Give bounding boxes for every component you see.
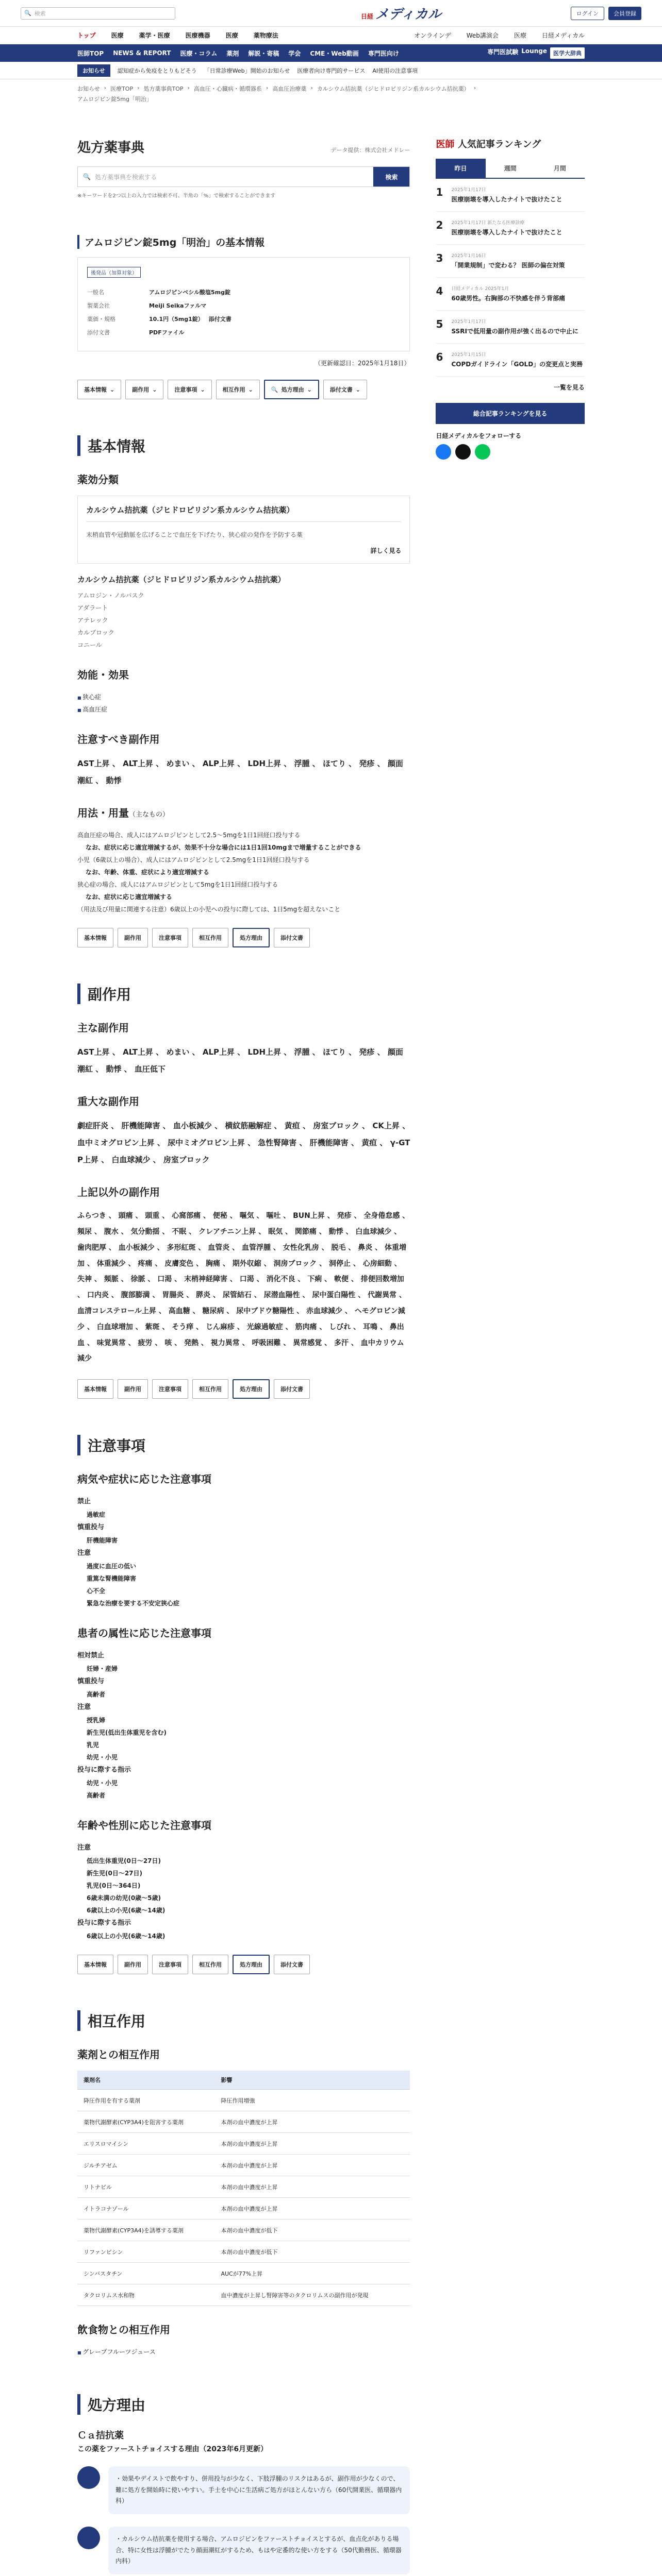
subheading: 患者の属性に応じた注意事項 bbox=[77, 1627, 211, 1640]
breadcrumb-current: アムロジピン錠5mg「明治」 bbox=[77, 96, 152, 103]
basic-info-section bbox=[77, 435, 410, 947]
generic-badge: 後発品（加算対象） bbox=[87, 267, 141, 278]
tab-side-effects[interactable]: 副作用 ⌄ bbox=[125, 380, 163, 399]
doctor-avatar-icon bbox=[77, 2466, 100, 2489]
tab-caution[interactable]: 注意事項 bbox=[152, 1955, 188, 1974]
tab-basic[interactable]: 基本情報 ⌄ bbox=[77, 380, 121, 399]
logo-medical: メディカル bbox=[375, 7, 441, 22]
breadcrumb-item[interactable]: 処方薬事典TOP bbox=[143, 86, 184, 92]
chevron-down-icon: ⌄ bbox=[355, 386, 361, 393]
nav2-tag[interactable]: 医学大辞典 bbox=[550, 47, 585, 59]
tab-reason[interactable]: 処方理由 bbox=[233, 928, 270, 947]
table-row: シンバスタチン AUCが77%上昇 bbox=[77, 2263, 410, 2284]
search-icon: 🔍 bbox=[24, 10, 31, 16]
drug-info-box: 後発品（加算対象） 一般名 アムロジピンベシル酸塩5mg錠 製薬会社 Meiji Seikaファルマ 薬価・規格 10.1円（5mg1錠） 添付文書 添付文書 PDFファイル bbox=[77, 257, 410, 351]
nav2-right-item[interactable]: 専門医試験 bbox=[487, 48, 519, 56]
ranking-tab[interactable]: 週間 bbox=[504, 165, 517, 172]
header-search-placeholder: 検索 bbox=[34, 10, 46, 17]
breadcrumb-item[interactable]: 高血圧・心臓病・循環器系 bbox=[193, 86, 262, 92]
reason-item: ・効果やデイストで飲やすり、併用投与が少なく、下肢浮腫のリスクはあるが、副作用が少なくので、難に処方を開始時に使いやすい。手士を中心に生活病ご処方がほとんない方ら（60代開業医、循環器内科） bbox=[77, 2466, 410, 2514]
pdf-link[interactable]: PDFファイル bbox=[149, 329, 185, 336]
ranking-tabs bbox=[436, 159, 585, 179]
ranking-item[interactable]: 6 2025年1月15日 COPDガイドライン「GOLD」の変更点と実務 bbox=[436, 344, 585, 377]
breadcrumb-item[interactable]: お知らせ bbox=[77, 86, 100, 92]
patient-caution-list: 相対禁止 妊婦・産婦 慎重投与 高齢者 注意 授乳婦 新生児(低出生体重児を含む) 乳児 幼児・小児 投与に際する指示 幼児・小児 高齢者 bbox=[77, 1652, 167, 1800]
subheading: 重大な副作用 bbox=[77, 1095, 139, 1108]
nav1-item[interactable]: 医療 bbox=[111, 32, 124, 39]
subheading: 効能・効果 bbox=[77, 669, 129, 682]
main-side-effects: AST上昇 、 ALT上昇 、 めまい 、 ALP上昇 、 LDH上昇 、 浮腫 、 ほてり 、 発疹 、 顔面潮紅 、 動悸 、 血圧低下 bbox=[77, 1047, 403, 1074]
chevron-down-icon: ⌄ bbox=[248, 386, 253, 393]
nav2-item[interactable]: 医療・コラム bbox=[180, 49, 218, 57]
tab-caution[interactable]: 注意事項 ⌄ bbox=[168, 380, 211, 399]
section-heading: 相互作用 bbox=[77, 2010, 410, 2031]
nav1-item[interactable]: トップ bbox=[77, 32, 96, 39]
news-item[interactable]: 医療者向け専門的サービス bbox=[297, 67, 366, 74]
tab-interaction[interactable]: 相互作用 bbox=[192, 1379, 228, 1399]
chevron-down-icon: ⌄ bbox=[200, 386, 205, 393]
tab-basic[interactable]: 基本情報 bbox=[77, 1955, 113, 1974]
package-insert-link[interactable]: 添付文書 bbox=[208, 316, 231, 323]
page-title: 処方薬事典 データ提供：株式会社メドレー bbox=[77, 140, 410, 156]
chevron-down-icon: ⌄ bbox=[152, 386, 157, 393]
nav1-item[interactable]: 医療機器 bbox=[185, 32, 210, 39]
section-tabs bbox=[77, 380, 410, 399]
caution-section bbox=[77, 1435, 410, 1974]
nav1-right-item[interactable]: 日経メディカル bbox=[541, 32, 585, 39]
ranking-item[interactable]: 5 2025年1月17日 SSRIで低用量の副作用が強く出るので中止に bbox=[436, 311, 585, 344]
news-label: お知らせ bbox=[77, 64, 110, 77]
subheading: 薬効分類 bbox=[77, 473, 119, 486]
reason-subheading-2: この薬をファーストチョイスする理由（2023年6月更新） bbox=[77, 2445, 268, 2454]
subheading: 主な副作用 bbox=[77, 1022, 129, 1035]
ranking-item[interactable]: 1 2025年1月17日 医療崩壊を導入したナイトで抜けたこと bbox=[436, 179, 585, 212]
line-icon[interactable] bbox=[475, 444, 490, 460]
tab-package-insert[interactable]: 添付文書 bbox=[274, 1379, 310, 1399]
data-provider: データ提供：株式会社メドレー bbox=[330, 147, 410, 154]
tab-package-insert[interactable]: 添付文書 bbox=[274, 928, 310, 947]
nav1-right-item[interactable]: 医療 bbox=[514, 32, 526, 39]
table-row: イトラコナゾール 本剤の血中濃度が上昇 bbox=[77, 2198, 410, 2219]
disease-caution-list: 禁止 過敏症 慎重投与 肝機能障害 注意 過度に血圧の低い 重篤な腎機能障害 心不全 緊急な治療を要する不安定狭心症 bbox=[77, 1498, 180, 1607]
nav2-item[interactable]: CME・Web動画 bbox=[310, 49, 359, 57]
ranking-item[interactable]: 3 2025年1月16日 「開業規制」で変わる？ 医師の偏在対策 bbox=[436, 245, 585, 278]
nav2-item[interactable]: 専門医向け bbox=[368, 49, 399, 57]
drug-class-box: カルシウム拮抗薬（ジヒドロピリジン系カルシウム拮抗薬） 末梢血管や冠動脈を広げることで血圧を下げたり、狭心症の発作を予防する薬 詳しく見る bbox=[77, 496, 410, 564]
section-heading: 処方理由 bbox=[77, 2394, 410, 2415]
table-row: 降圧作用を有する薬剤 降圧作用増強 bbox=[77, 2090, 410, 2111]
breadcrumb-item[interactable]: 高血圧治療薬 bbox=[272, 86, 307, 92]
tab-basic[interactable]: 基本情報 bbox=[77, 928, 113, 947]
subheading: 注意すべき副作用 bbox=[77, 733, 160, 746]
interaction-table: 薬剤名 影響 降圧作用を有する薬剤 降圧作用増強 薬物代謝酵素(CYP3A4)を阻害する薬剤 本剤の血中濃度が上昇 エリスロマイシン 本剤の血中濃度が上昇 ジルチアゼム 本剤の血中濃度が上昇 リトナビル 本剤の血中濃度が上昇 イトラコナゾール 本剤の血中濃度が上昇 薬物代謝酵素(CYP3A4)を誘導する薬剤 本剤の血中濃度が低下 リファンピシン 本剤の血中濃度が低下 シンバスタチン AUCが77%上昇 タクロリムス水和物 血中濃度が上昇し腎障害等のタクロリムスの副作用が発現 bbox=[77, 2071, 410, 2306]
effects-list: ■ 狭心症 ■ 高血圧症 bbox=[77, 691, 410, 716]
tab-reason[interactable]: 🔍 処方理由 ⌄ bbox=[264, 380, 319, 399]
nav2-item[interactable]: 薬剤 bbox=[226, 49, 239, 57]
table-row: リファンピシン 本剤の血中濃度が低下 bbox=[77, 2241, 410, 2263]
tab-caution[interactable]: 注意事項 bbox=[152, 928, 188, 947]
nav2-right-item[interactable]: Lounge bbox=[521, 47, 547, 55]
chevron-down-icon: ⌄ bbox=[307, 386, 312, 393]
breadcrumb-item[interactable]: 医療TOP bbox=[110, 86, 134, 92]
other-side-effects: ふらつき 、 頭痛 、 頭重 、 心窩部痛 、 便秘 、 嘔気 、 嘔吐 、 BUN上昇 、 発疹 、 全身倦怠感 、 頻尿 、 腹水 、 気分動揺 、 不眠 、 クレアチニン上昇 、 眠気 、 関節痛 、 動悸 、 白血球減少 、 歯肉肥厚 、 血小板減少 、 多形紅斑 、 血管炎 、 血管浮腫 、 女性化乳房 、 脱毛 、 鼻炎 、 体重増加 、 体重減少 、 疼痛 、 皮膚変色 、 胸痛 、 期外収縮 、 洞房ブロック 、 洞停止 、 心房細動 、 失神 、 頻脈 、 徐脈 、 口渇 、 末梢神経障害 、 口渇 、 消化不良 、 下痢 、 軟便 、 排便回数増加 、 口内炎 、 腹部膨満 、 胃腸炎 、 膵炎 、 尿管結石 、 尿潜血陽性 、 尿中蛋白陽性 、 代謝異常 、 血清コレステロール上昇 、 高血糖 、 糖尿病 、 尿中ブドウ糖陽性 、 赤血球減少 、 ヘモグロビン減少 、 白血球増加 、 紫斑 、 そう痒 、 じん麻疹 、 光線過敏症 、 筋肉痛 、 しびれ 、 耳鳴 、 鼻出血 、 味覚異常 、 疲労 、 咳 、 発熱 、 視力異常 、 呼吸困難 、 異常感覚 、 多汗 、 血中カリウム減少 bbox=[77, 1212, 410, 1363]
chevron-down-icon: ⌄ bbox=[110, 386, 115, 393]
news-item[interactable]: 「日常診療Web」開始のお知らせ bbox=[204, 67, 290, 74]
search-icon: 🔍 bbox=[271, 386, 278, 393]
nav2-item[interactable]: 医師TOP bbox=[77, 49, 104, 57]
ranking-item[interactable]: 2 2025年1月17日 新たなる医療診療 医療崩壊を導入したナイトで抜けたこと bbox=[436, 212, 585, 245]
subheading: 飲食物との相互作用 bbox=[77, 2324, 170, 2336]
nav1-right-item[interactable]: Web講演会 bbox=[466, 32, 499, 39]
see-all-link[interactable]: 一覧を見る bbox=[553, 384, 585, 391]
drug-search-input[interactable]: 🔍 処方薬事典を検索する bbox=[83, 173, 157, 181]
drug-search-box bbox=[77, 166, 410, 187]
ranking-title: 医師 人気記事ランキング bbox=[436, 139, 541, 150]
subheading: 年齢や性別に応じた注意事項 bbox=[77, 1819, 211, 1832]
similar-drug[interactable]: コニール bbox=[77, 641, 102, 649]
news-bar bbox=[0, 62, 662, 79]
sidebar bbox=[436, 113, 585, 2576]
reason-section bbox=[77, 2394, 410, 2576]
subheading: 病気や症状に応じた注意事項 bbox=[77, 1473, 211, 1486]
table-row: タクロリムス水和物 血中濃度が上昇し腎障害等のタクロリムスの副作用が発現 bbox=[77, 2284, 410, 2306]
reason-subheading: Ｃａ拮抗薬 bbox=[77, 2430, 124, 2442]
nav1-item[interactable]: 医療 bbox=[225, 32, 238, 39]
top-bar bbox=[0, 0, 662, 27]
update-date: （更新確認日：2025年1月18日） bbox=[315, 360, 410, 367]
reason-item: ・カルシウム拮抗薬を使用する場合、アムロジピンをファーストチョイスとするが、血点化がありる場合、特に女性は浮腫がでたり顔面潮紅がするため、もはや定番的な使い方をする（50代勤務医、循環器内科） bbox=[77, 2527, 410, 2574]
news-item[interactable]: 認知症から免疫をとりもどそう bbox=[117, 67, 197, 74]
main-column bbox=[77, 113, 410, 2576]
doctor-avatar-icon bbox=[77, 2527, 100, 2549]
age-caution-list: 注意 低出生体重児(0日〜27日) 新生児(0日〜27日) 乳児(0日〜364日) 6歳未満の幼児(0歳〜5歳) 6歳以上の小児(6歳〜14歳) 投与に際する指示 6歳以上の小児(6歳〜14歳) bbox=[77, 1844, 166, 1940]
usage-list: 高血圧症の場合、成人にはアムロジピンとして2.5〜5mgを1日1回経口投与する なお、症状に応じ適宜増減するが、効果不十分な場合には1日1回10mgまで増量することができる 小児（6歳以上の場合）、成人にはアムロジピンとして2.5mgを1日1回経口投与する なお、年齢、体重、症状により適宜増減する 狭心症の場合、成人にはアムロジピンとして5mgを1日1回経口投与する なお、症状に応じ適宜増減する （用法及び用量に関連する注意）6歳以上の小児への投与に際しては、1日5mgを超えないこと bbox=[77, 832, 361, 913]
tab-basic[interactable]: 基本情報 bbox=[77, 1379, 113, 1399]
subheading: 上記以外の副作用 bbox=[77, 1186, 160, 1199]
section-tabs bbox=[77, 1955, 410, 1974]
section-heading: 注意事項 bbox=[77, 1435, 410, 1455]
ranking-tab[interactable]: 昨日 bbox=[436, 159, 485, 178]
breadcrumb: お知らせ › 医療TOP › 処方薬事典TOP › 高血圧・心臓病・循環器系 › 高血圧治療薬 › カルシウム拮抗薬（ジヒドロピリジン系カルシウム拮抗薬） › bbox=[77, 84, 476, 92]
side-effects-section bbox=[77, 984, 410, 1399]
tab-caution[interactable]: 注意事項 bbox=[152, 1379, 188, 1399]
header-search[interactable] bbox=[21, 7, 175, 20]
ranking-item[interactable]: 4 日経メディカル 2025年1月 60歳男性。右胸部の不快感を伴う背部痛 bbox=[436, 278, 585, 311]
drug-title: アムロジピン錠5mg「明治」の基本情報 bbox=[77, 235, 410, 249]
tab-interaction[interactable]: 相互作用 bbox=[192, 928, 228, 947]
table-row: エリスロマイシン 本剤の血中濃度が上昇 bbox=[77, 2133, 410, 2155]
maker-link[interactable]: Meiji Seikaファルマ bbox=[149, 302, 207, 309]
tab-package-insert[interactable]: 添付文書 bbox=[274, 1955, 310, 1974]
section-tabs bbox=[77, 1379, 410, 1399]
table-row: 薬物代謝酵素(CYP3A4)を阻害する薬剤 本剤の血中濃度が上昇 bbox=[77, 2111, 410, 2133]
social-links bbox=[436, 444, 585, 460]
side-effects-summary: AST上昇 、 ALT上昇 、 めまい 、 ALP上昇 、 LDH上昇 、 浮腫 、 ほてり 、 発疹 、 顔面潮紅 、 動悸 bbox=[77, 759, 403, 786]
similar-drug[interactable]: カルブロック bbox=[77, 629, 114, 637]
tab-side-effects[interactable]: 副作用 bbox=[118, 1379, 148, 1399]
food-interaction-list: ■ グレープフルーツジュース bbox=[77, 2346, 410, 2358]
tab-interaction[interactable]: 相互作用 bbox=[192, 1955, 228, 1974]
section-heading: 基本情報 bbox=[77, 435, 410, 456]
follow-title: 日経メディカルをフォローする bbox=[436, 432, 522, 439]
breadcrumb-item[interactable]: カルシウム拮抗薬（ジヒドロピリジン系カルシウム拮抗薬） bbox=[317, 86, 470, 92]
nav1-right-item[interactable]: オンラインデ bbox=[414, 32, 451, 39]
tab-side-effects[interactable]: 副作用 bbox=[118, 928, 148, 947]
x-icon[interactable] bbox=[455, 444, 471, 460]
section-heading: 副作用 bbox=[77, 984, 410, 1004]
similar-drug[interactable]: アテレック bbox=[77, 617, 108, 624]
similar-drug[interactable]: アムロジン・ノルバスク bbox=[77, 592, 144, 600]
table-row: 薬物代謝酵素(CYP3A4)を誘導する薬剤 本剤の血中濃度が低下 bbox=[77, 2219, 410, 2241]
facebook-icon[interactable] bbox=[436, 444, 451, 460]
news-item[interactable]: AI使用の注意事項 bbox=[372, 67, 418, 74]
nav1-item[interactable]: 薬学・医療 bbox=[139, 32, 170, 39]
serious-side-effects: 劇症肝炎 、 肝機能障害 、 血小板減少 、 横紋筋融解症 、 黄疸 、 房室ブロック 、 CK上昇 、 血中ミオグロビン上昇 、 尿中ミオグロビン上昇 、 急性腎障害 、 肝機能障害 、 黄疸 、 γ-GTP上昇 、 白血球減少 、 房室ブロック bbox=[77, 1121, 410, 1165]
ranking-tab[interactable]: 月間 bbox=[553, 165, 566, 172]
drug-search-button[interactable]: 検索 bbox=[373, 167, 409, 187]
tab-interaction[interactable]: 相互作用 ⌄ bbox=[216, 380, 260, 399]
subheading: 用法・用量（主なもの） bbox=[77, 807, 170, 820]
nav2-item[interactable]: 学会 bbox=[288, 49, 301, 57]
similar-drug[interactable]: アダラート bbox=[77, 604, 108, 612]
subheading: 薬剤との相互作用 bbox=[77, 2048, 160, 2061]
site-logo[interactable] bbox=[361, 4, 441, 23]
table-row: リトナビル 本剤の血中濃度が上昇 bbox=[77, 2176, 410, 2198]
nav1-item[interactable]: 薬物療法 bbox=[253, 32, 278, 39]
login-button[interactable]: ログイン bbox=[571, 7, 604, 20]
table-row: ジルチアゼム 本剤の血中濃度が上昇 bbox=[77, 2155, 410, 2176]
tab-package-insert[interactable]: 添付文書 ⌄ bbox=[323, 380, 367, 399]
register-button[interactable]: 会員登録 bbox=[608, 7, 641, 20]
tab-reason[interactable]: 処方理由 bbox=[233, 1379, 270, 1399]
overall-ranking-button[interactable]: 総合記事ランキングを見る bbox=[436, 403, 585, 424]
nav2-item[interactable]: 解説・寄稿 bbox=[248, 49, 279, 57]
section-tabs bbox=[77, 928, 410, 947]
similar-drugs: カルシウム拮抗薬（ジヒドロピリジン系カルシウム拮抗薬） アムロジン・ノルバスク アダラート アテレック カルブロック コニール bbox=[77, 572, 410, 651]
search-note: ※キーワードを2つ以上の入力では検索不可、半角の「%」で検索することができます bbox=[77, 193, 276, 199]
tab-side-effects[interactable]: 副作用 bbox=[118, 1955, 148, 1974]
logo-nikkei: 日経 bbox=[361, 13, 374, 20]
secondary-nav bbox=[0, 44, 662, 62]
tab-reason[interactable]: 処方理由 bbox=[233, 1955, 270, 1974]
primary-nav bbox=[0, 27, 662, 44]
more-link[interactable]: 詳しく見る bbox=[370, 547, 402, 555]
interaction-section bbox=[77, 2010, 410, 2358]
nav2-item[interactable]: NEWS & REPORT bbox=[113, 49, 171, 57]
search-icon: 🔍 bbox=[83, 173, 91, 180]
